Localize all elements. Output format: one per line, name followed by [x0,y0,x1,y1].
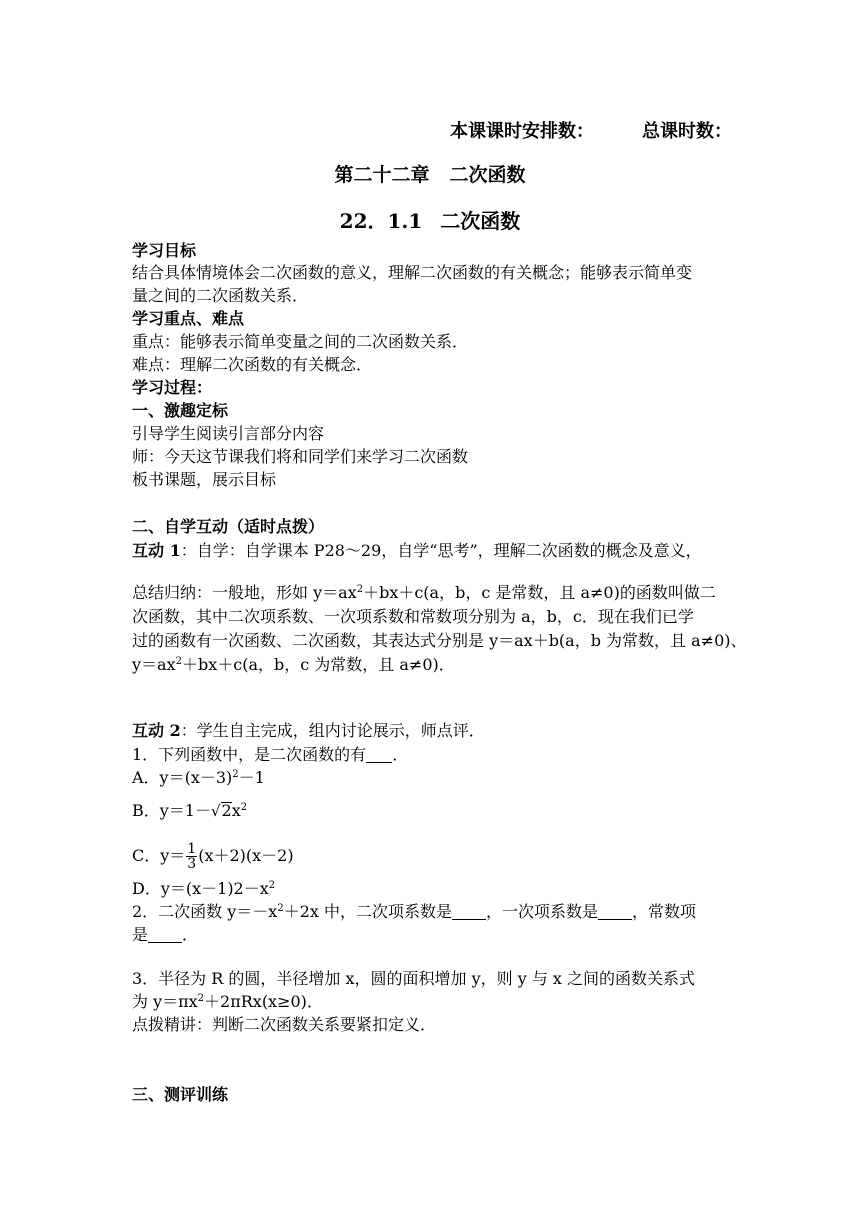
question-text: ，常数项 [632,902,697,921]
chapter-number: 第二十二章 [334,164,430,186]
fraction [186,842,197,871]
answer-blank [452,903,486,920]
option-d [132,878,732,900]
question-text: ＋2πRx(x≥0)． [204,992,323,1011]
objectives-line-2: 量之间的二次函数关系． [132,286,309,305]
superscript: 2 [268,880,276,891]
superscript: 2 [197,993,205,1004]
option-text: C．y＝ [132,846,186,865]
section-title [0,205,860,234]
interaction-1 [132,540,732,562]
summary-line-2: 次函数，其中二次项系数、一次项系数和常数项分别为 a，b，c．现在我们已学 [132,607,694,626]
section-number: 22．1.1 [339,209,423,233]
option-text: A．y＝(x－3) [132,768,233,787]
summary-line-3: 过的函数有一次函数、二次函数，其表达式分别是 y＝ax＋b(a，b 为常数，且 a≠0)、 [132,631,747,650]
answer-blank [366,746,392,763]
summary-text: ＋bx＋c(a，b，c 是常数，且 a≠0)的函数叫做二 [363,583,716,602]
numerator: 1 [187,841,197,857]
question-text: 是 [132,925,149,944]
summary-text: y＝ax [132,655,176,674]
chapter-name: 二次函数 [449,164,526,186]
summary-line-4 [132,654,732,676]
question-text: 1．下列函数中，是二次函数的有 [132,745,367,764]
total-lessons-label: 总课时数： [642,121,732,142]
question-text: ＋2x 中，二次项系数是 [283,902,453,921]
option-text: x [231,801,241,820]
option-text: D．y＝(x－1)2－x [132,879,269,898]
radicand: 2 [221,801,232,820]
summary-text: ＋bx＋c(a，b，c 为常数，且 a≠0)． [181,655,455,674]
superscript: 2 [240,802,248,813]
difficulty-text: 难点：理解二次函数的有关概念． [132,355,373,374]
denominator: 3 [187,856,197,872]
interaction-2-text: ：学生自主完成，组内讨论展示，师点评． [180,721,485,740]
answer-blank [598,903,632,920]
question-text: ． [392,745,409,764]
option-c [132,842,732,871]
part1-heading: 一、激趣定标 [132,401,229,420]
process-heading: 学习过程： [132,378,213,397]
lesson-schedule-header [450,117,732,143]
question-text: 为 y＝πx [132,992,198,1011]
interaction-2-label: 互动 2 [132,721,181,740]
superscript: 2 [277,903,284,914]
key-points-heading: 学习重点、难点 [132,309,245,328]
question-text: 2．二次函数 y＝－x [132,902,278,921]
question-text: ，一次项系数是 [486,902,599,921]
summary-text: 总结归纳：一般地，形如 y＝ax [132,583,357,602]
question-3-line-1: 3．半径为 R 的圆，半径增加 x，圆的面积增加 y，则 y 与 x 之间的函数关系式 [132,969,696,988]
superscript: 2 [175,656,182,667]
superscript: 2 [232,769,239,780]
section-name: 二次函数 [440,209,521,233]
question-2-line-2 [132,924,732,946]
interaction-2 [132,720,732,742]
radical-icon: √ [210,802,221,820]
option-text: －1 [238,768,265,787]
summary-line-1 [132,582,732,604]
question-text: ． [182,925,199,944]
interaction-1-text: ：自学：自学课本 P28～29，自学“思考”，理解二次函数的概念及意义， [180,541,702,560]
question-2-line-1 [132,901,732,923]
chapter-title [0,160,860,187]
objectives-heading: 学习目标 [132,241,197,260]
objectives-line-1: 结合具体情境体会二次函数的意义，理解二次函数的有关概念；能够表示简单变 [132,263,693,282]
part1-line-3: 板书课题，展示目标 [132,470,277,489]
part1-line-2: 师：今天这节课我们将和同学们来学习二次函数 [132,447,469,466]
tip-text: 点拨精讲：判断二次函数关系要紧扣定义． [132,1015,437,1034]
focus-text: 重点：能够表示简单变量之间的二次函数关系． [132,332,469,351]
schedule-label: 本课课时安排数： [450,121,594,142]
option-a [132,767,732,789]
part1-line-1: 引导学生阅读引言部分内容 [132,424,325,443]
option-text: B．y＝1－ [132,801,211,820]
option-b [132,800,732,822]
answer-blank [148,926,182,943]
part3-heading: 三、测评训练 [132,1085,229,1104]
interaction-1-label: 互动 1 [132,541,181,560]
part2-heading: 二、自学互动（适时点拨） [132,517,325,536]
question-1 [132,744,732,766]
superscript: 2 [356,584,364,595]
option-text: (x＋2)(x－2) [198,846,294,865]
question-3-line-2 [132,991,732,1013]
